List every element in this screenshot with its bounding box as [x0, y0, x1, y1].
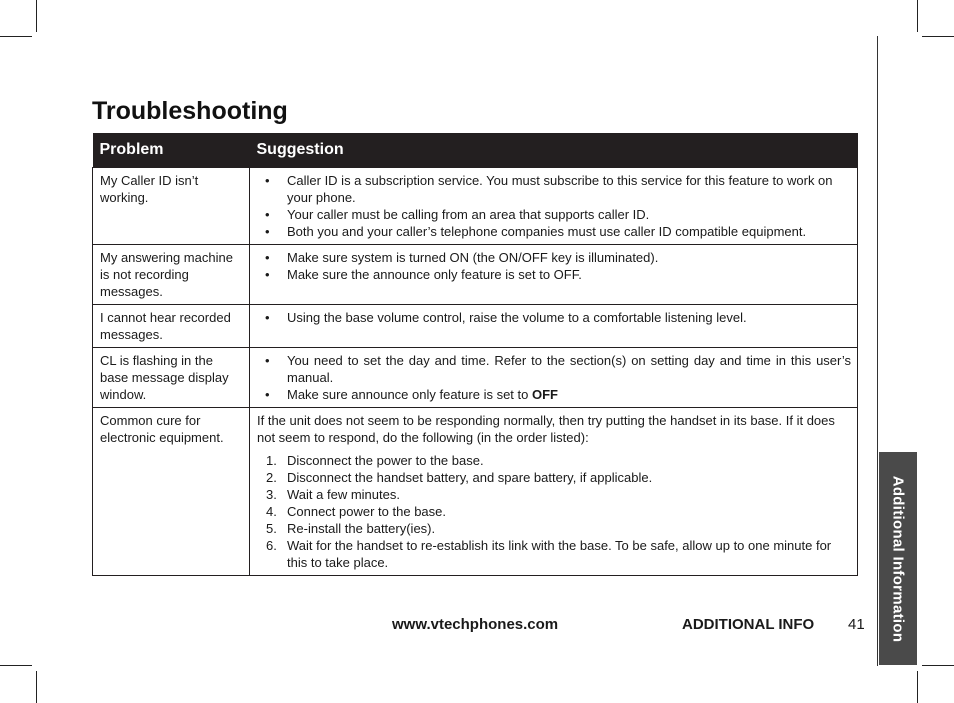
- intro-text: If the unit does not seem to be responding normally, then try putting the handset in its base. If it does not seem to respond, do the following (in the order listed):: [257, 413, 835, 445]
- footer-section: ADDITIONAL INFO: [682, 616, 815, 633]
- table-row: [93, 348, 858, 408]
- side-tab-label: Additional Information: [889, 475, 907, 642]
- crop-mark: [922, 36, 954, 37]
- suggestion-cell: [250, 408, 858, 576]
- suggestion-cell: [250, 168, 858, 245]
- table-row: [93, 168, 858, 245]
- problem-cell: CL is flashing in the base message display window.: [93, 348, 250, 408]
- crop-mark: [0, 665, 32, 666]
- problem-cell: My answering machine is not recording messages.: [93, 245, 250, 305]
- column-header-suggestion: Suggestion: [250, 133, 858, 168]
- page-title: Troubleshooting: [92, 97, 288, 125]
- problem-cell: I cannot hear recorded messages.: [93, 305, 250, 348]
- list-item: 1. Disconnect the power to the base.: [266, 453, 484, 468]
- list-item: • Your caller must be calling from an area that supports caller ID.: [265, 207, 650, 222]
- list-item: • Make sure system is turned ON (the ON/OFF key is illuminated).: [265, 250, 659, 265]
- list-item: • Make sure the announce only feature is set to OFF.: [265, 267, 582, 282]
- list-item: 4. Connect power to the base.: [266, 504, 446, 519]
- problem-cell: My Caller ID isn’t working.: [93, 168, 250, 245]
- list-item: • Using the base volume control, raise the volume to a comfortable listening level.: [265, 310, 747, 325]
- list-item: 6. Wait for the handset to re-establish its link with the base. To be safe, allow up to one minute for this to take place.: [266, 538, 832, 570]
- crop-mark: [917, 671, 918, 703]
- page-number: 41: [848, 616, 865, 633]
- table-row: [93, 408, 858, 576]
- crop-mark: [922, 665, 954, 666]
- suggestion-cell: [250, 305, 858, 348]
- list-item: • Make sure announce only feature is set to OFF: [265, 387, 558, 402]
- list-item: 5. Re-install the battery(ies).: [266, 521, 436, 536]
- table-row: [93, 305, 858, 348]
- crop-mark: [917, 0, 918, 32]
- crop-mark: [0, 36, 32, 37]
- column-header-problem: Problem: [93, 133, 250, 168]
- suggestion-cell: [250, 245, 858, 305]
- list-item: • You need to set the day and time. Refer to the section(s) on setting day and time in this user’s manual.: [265, 353, 851, 385]
- list-item: • Caller ID is a subscription service. You must subscribe to this service for this feature to work on your phone.: [265, 173, 833, 205]
- troubleshooting-table: [92, 133, 858, 576]
- table-header-row: [93, 133, 858, 168]
- problem-cell: Common cure for electronic equipment.: [93, 408, 250, 576]
- crop-mark: [36, 0, 37, 32]
- table-row: [93, 245, 858, 305]
- list-item: • Both you and your caller’s telephone companies must use caller ID compatible equipment.: [265, 224, 807, 239]
- list-item: 3. Wait a few minutes.: [266, 487, 400, 502]
- margin-rule: [877, 36, 878, 666]
- crop-mark: [36, 671, 37, 703]
- suggestion-cell: [250, 348, 858, 408]
- side-tab: [879, 452, 917, 665]
- list-item: 2. Disconnect the handset battery, and spare battery, if applicable.: [266, 470, 653, 485]
- footer-url: www.vtechphones.com: [392, 616, 559, 633]
